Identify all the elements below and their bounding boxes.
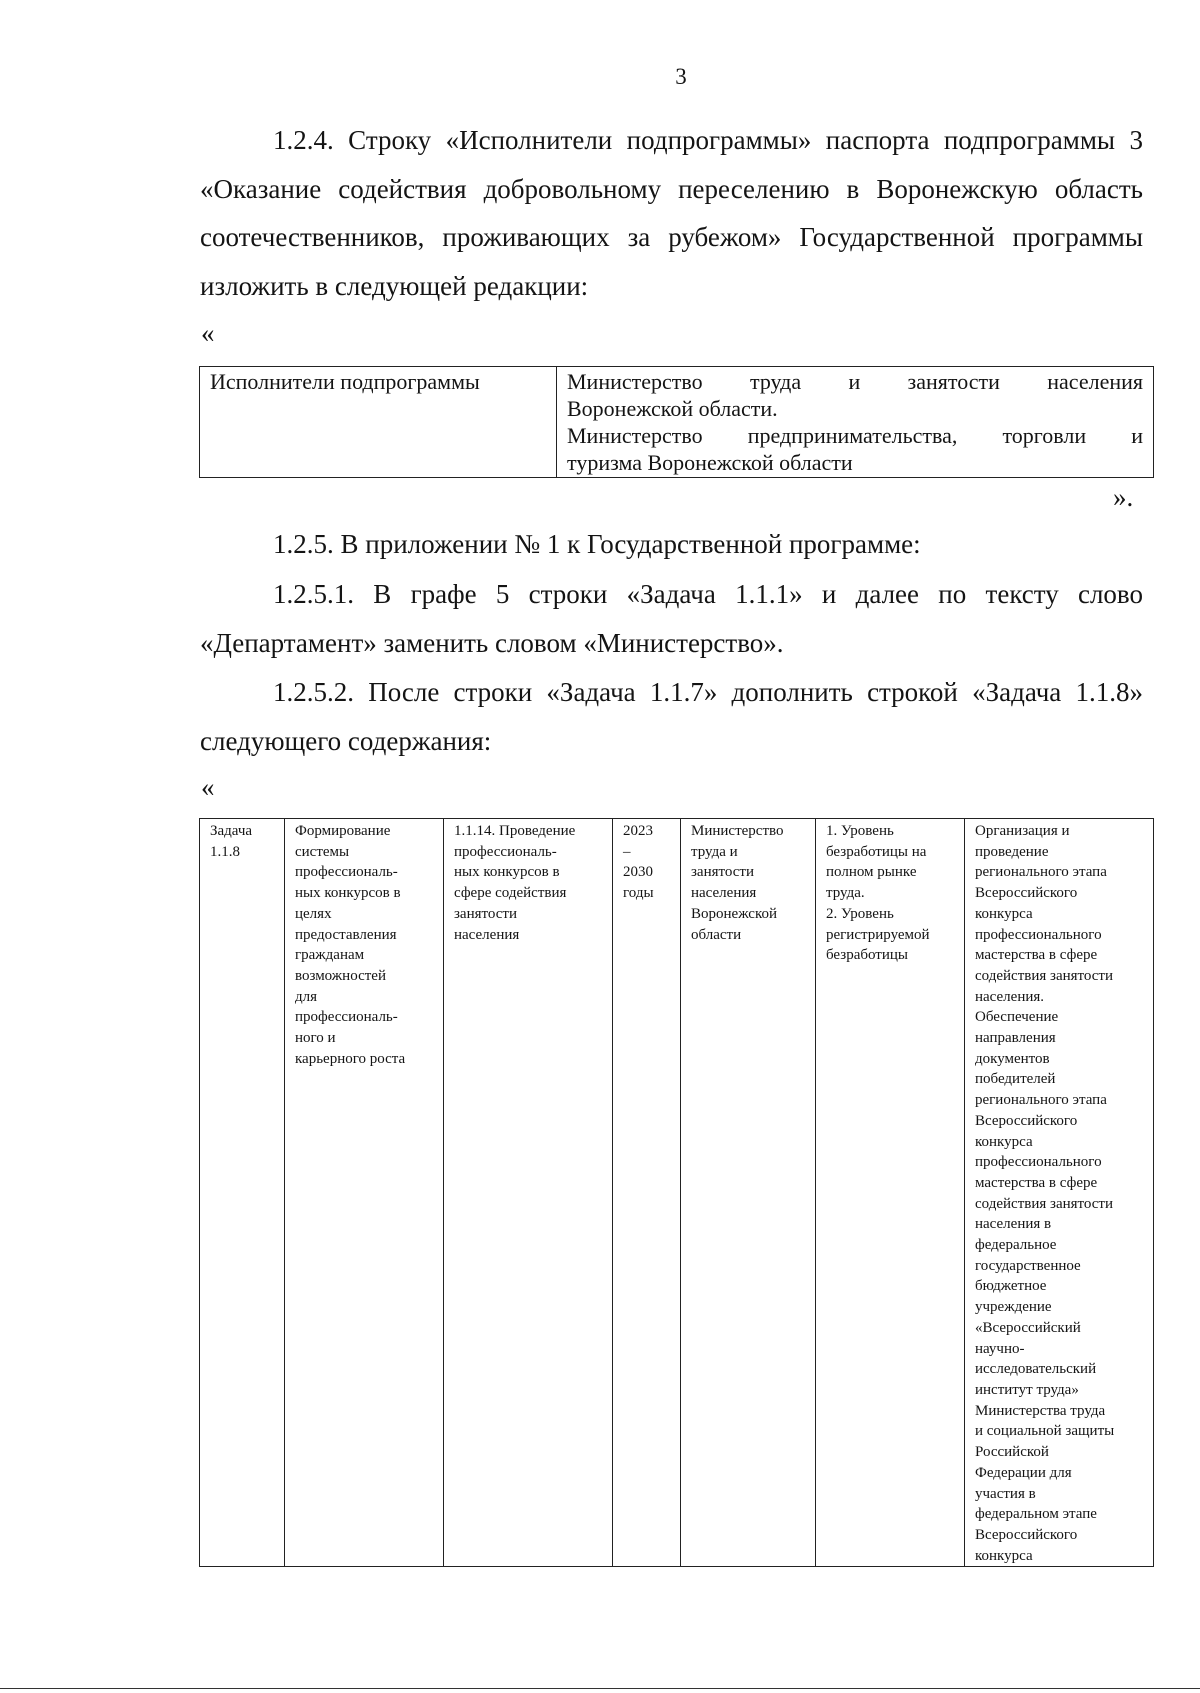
executor-cell bbox=[681, 819, 816, 1567]
opening-quote-2: « bbox=[201, 772, 215, 802]
executors-line: туризма Воронежской области bbox=[567, 450, 853, 475]
task-text: Задача 1.1.8 bbox=[210, 823, 253, 860]
opening-quote: « bbox=[201, 318, 215, 348]
executors-label-cell: Исполнители подпрограммы bbox=[200, 367, 557, 478]
executors-value-cell bbox=[557, 367, 1154, 478]
task-cell bbox=[200, 819, 285, 1567]
table-row bbox=[200, 367, 1154, 478]
paragraph-1-2-5-text: 1.2.5. В приложении № 1 к Государственной программе: bbox=[273, 529, 921, 559]
paragraph-1-2-4-text: 1.2.4. Строку «Исполнители подпрограммы» паспорта подпрограммы 3 «Оказание содействия добровольному переселению в Воронежскую область соотечественников, проживающих за рубежом» Государственной программы изложить в следующей редакции: bbox=[200, 125, 1143, 301]
executors-line: Министерство труда и занятости населения bbox=[567, 369, 1143, 394]
table-row bbox=[200, 819, 1154, 1567]
objective-text: Формирование системы профессиональ- ных конкурсов в целях предоставления гражданам возможностей для профессиональ- ного и карьерного роста bbox=[295, 823, 406, 1067]
executors-line: Воронежской области. bbox=[567, 396, 778, 421]
executor-text: Министерство труда и занятости населения Воронежской области bbox=[691, 823, 784, 943]
period-text: 2023 – 2030 годы bbox=[623, 823, 654, 902]
description-cell bbox=[965, 819, 1154, 1567]
subprogram-executors-table bbox=[199, 366, 1154, 478]
executors-line: Министерство предпринимательства, торговли и bbox=[567, 423, 1143, 448]
objective-cell bbox=[285, 819, 444, 1567]
paragraph-1-2-5-1 bbox=[200, 570, 1143, 667]
paragraph-1-2-5-2 bbox=[200, 668, 1143, 765]
indicators-text: 1. Уровень безработицы на полном рынке труда. 2. Уровень регистрируемой безработицы bbox=[826, 823, 930, 964]
activity-text: 1.1.14. Проведение профессиональ- ных конкурсов в сфере содействия занятости населения bbox=[454, 823, 576, 943]
paragraph-1-2-5 bbox=[200, 520, 1143, 569]
bottom-rule bbox=[0, 1688, 1200, 1689]
task-1-1-8-table bbox=[199, 818, 1154, 1567]
page-number: 3 bbox=[675, 64, 687, 89]
paragraph-1-2-5-2-text: 1.2.5.2. После строки «Задача 1.1.7» дополнить строкой «Задача 1.1.8» следующего содержания: bbox=[200, 677, 1143, 756]
period-cell bbox=[613, 819, 681, 1567]
paragraph-1-2-5-1-text: 1.2.5.1. В графе 5 строки «Задача 1.1.1» и далее по тексту слово «Департамент» заменить словом «Министерство». bbox=[200, 579, 1143, 658]
paragraph-1-2-4 bbox=[200, 116, 1143, 310]
closing-quote: ». bbox=[1113, 482, 1134, 512]
activity-cell bbox=[444, 819, 613, 1567]
indicators-cell bbox=[816, 819, 965, 1567]
description-text: Организация и проведение регионального этапа Всероссийского конкурса профессионального мастерства в сфере содействия занятости населения. Обеспечение направления документов победителей регионального этапа Всероссийского конкурса профессионального мастерства в сфере содействия занятости населения в федеральное государственное бюджетное учреждение «Всероссийский научно- исследовательский институт труда» Министерства труда и социальной защиты Российской Федерации для участия в федеральном этапе Всероссийского конкурса bbox=[975, 823, 1115, 1564]
